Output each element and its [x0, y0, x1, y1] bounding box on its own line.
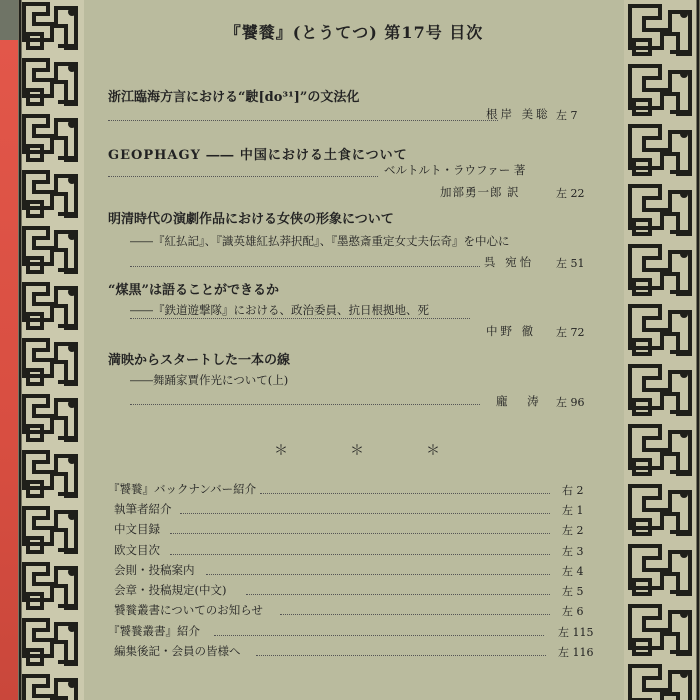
leader-dots — [108, 120, 498, 121]
article-title: 明清時代の演劇作品における女侠の形象について — [108, 212, 394, 227]
leader-dots — [130, 266, 480, 267]
back-matter-page: 左 4 — [562, 565, 584, 578]
article-subtitle: ――舞踊家賈作光について(上) — [130, 373, 289, 387]
article-subtitle: ベルトルト・ラウファー 著 — [384, 163, 526, 177]
article-title: 浙江臨海方言における“駛[do³¹]”の文法化 — [108, 90, 360, 105]
article-author: 龐 涛 — [496, 394, 547, 408]
article-page: 左 96 — [556, 396, 585, 409]
article-author: 根岸 美聡 — [486, 107, 551, 121]
table-of-contents-page — [84, 0, 624, 700]
article-subtitle: ――『鉄道遊撃隊』における、政治委員、抗日根拠地、死 — [130, 303, 429, 317]
decorative-border-left — [18, 0, 88, 700]
back-matter-page: 左 3 — [562, 545, 584, 558]
back-matter-label: 会則・投稿案内 — [114, 563, 195, 577]
back-matter-label: 『饕餮』バックナンバー紹介 — [108, 482, 257, 496]
article-title: GEOPHAGY ―― 中国における土食について — [108, 148, 408, 163]
article-page: 左 51 — [556, 257, 585, 270]
leader-dots — [260, 493, 550, 494]
back-matter-page: 左 115 — [558, 626, 594, 639]
leader-dots — [256, 655, 546, 656]
back-matter-label: 執筆者紹介 — [114, 502, 172, 516]
article-author: 加部勇一郎 訳 — [440, 185, 520, 199]
back-matter-label: 欧文目次 — [114, 543, 160, 557]
leader-dots — [170, 533, 550, 534]
back-matter-page: 左 1 — [562, 504, 584, 517]
leader-dots — [130, 404, 480, 405]
article-page: 左 22 — [556, 187, 585, 200]
back-matter-page: 左 5 — [562, 585, 584, 598]
article-title: 満映からスタートした一本の線 — [108, 353, 291, 368]
leader-dots — [246, 594, 550, 595]
leader-dots — [108, 176, 378, 177]
back-matter-label: 『饕餮叢書』紹介 — [108, 624, 200, 638]
page-title: 『饕餮』(とうてつ) 第17号 目次 — [224, 23, 484, 42]
article-page: 左 7 — [556, 109, 578, 122]
article-title: “煤黒”は語ることができるか — [108, 283, 279, 298]
back-matter-page: 左 116 — [558, 646, 594, 659]
back-matter-label: 饕餮叢書についてのお知らせ — [114, 603, 263, 617]
separator-star: ＊ — [350, 443, 364, 459]
article-page: 左 72 — [556, 326, 585, 339]
back-matter-label: 編集後記・会員の皆様へ — [114, 644, 241, 658]
article-author: 中野 徹 — [486, 324, 537, 338]
article-subtitle: ――『紅払記』、『識英雄紅払莽択配』、『墨憨斎重定女丈夫伝奇』を中心に — [130, 234, 510, 248]
back-matter-page: 左 2 — [562, 524, 584, 537]
back-matter-page: 左 6 — [562, 605, 584, 618]
back-matter-label: 会章・投稿規定(中文) — [114, 583, 227, 597]
leader-dots — [130, 318, 470, 319]
back-matter-page: 右 2 — [562, 484, 584, 497]
separator-star: ＊ — [274, 443, 288, 459]
separator-star: ＊ — [426, 443, 440, 459]
leader-dots — [180, 513, 550, 514]
leader-dots — [206, 574, 550, 575]
decorative-border-right — [622, 0, 700, 700]
leader-dots — [214, 635, 544, 636]
back-matter-label: 中文目録 — [114, 522, 160, 536]
leader-dots — [170, 554, 550, 555]
article-author: 呉 宛怡 — [484, 255, 535, 269]
leader-dots — [280, 614, 550, 615]
